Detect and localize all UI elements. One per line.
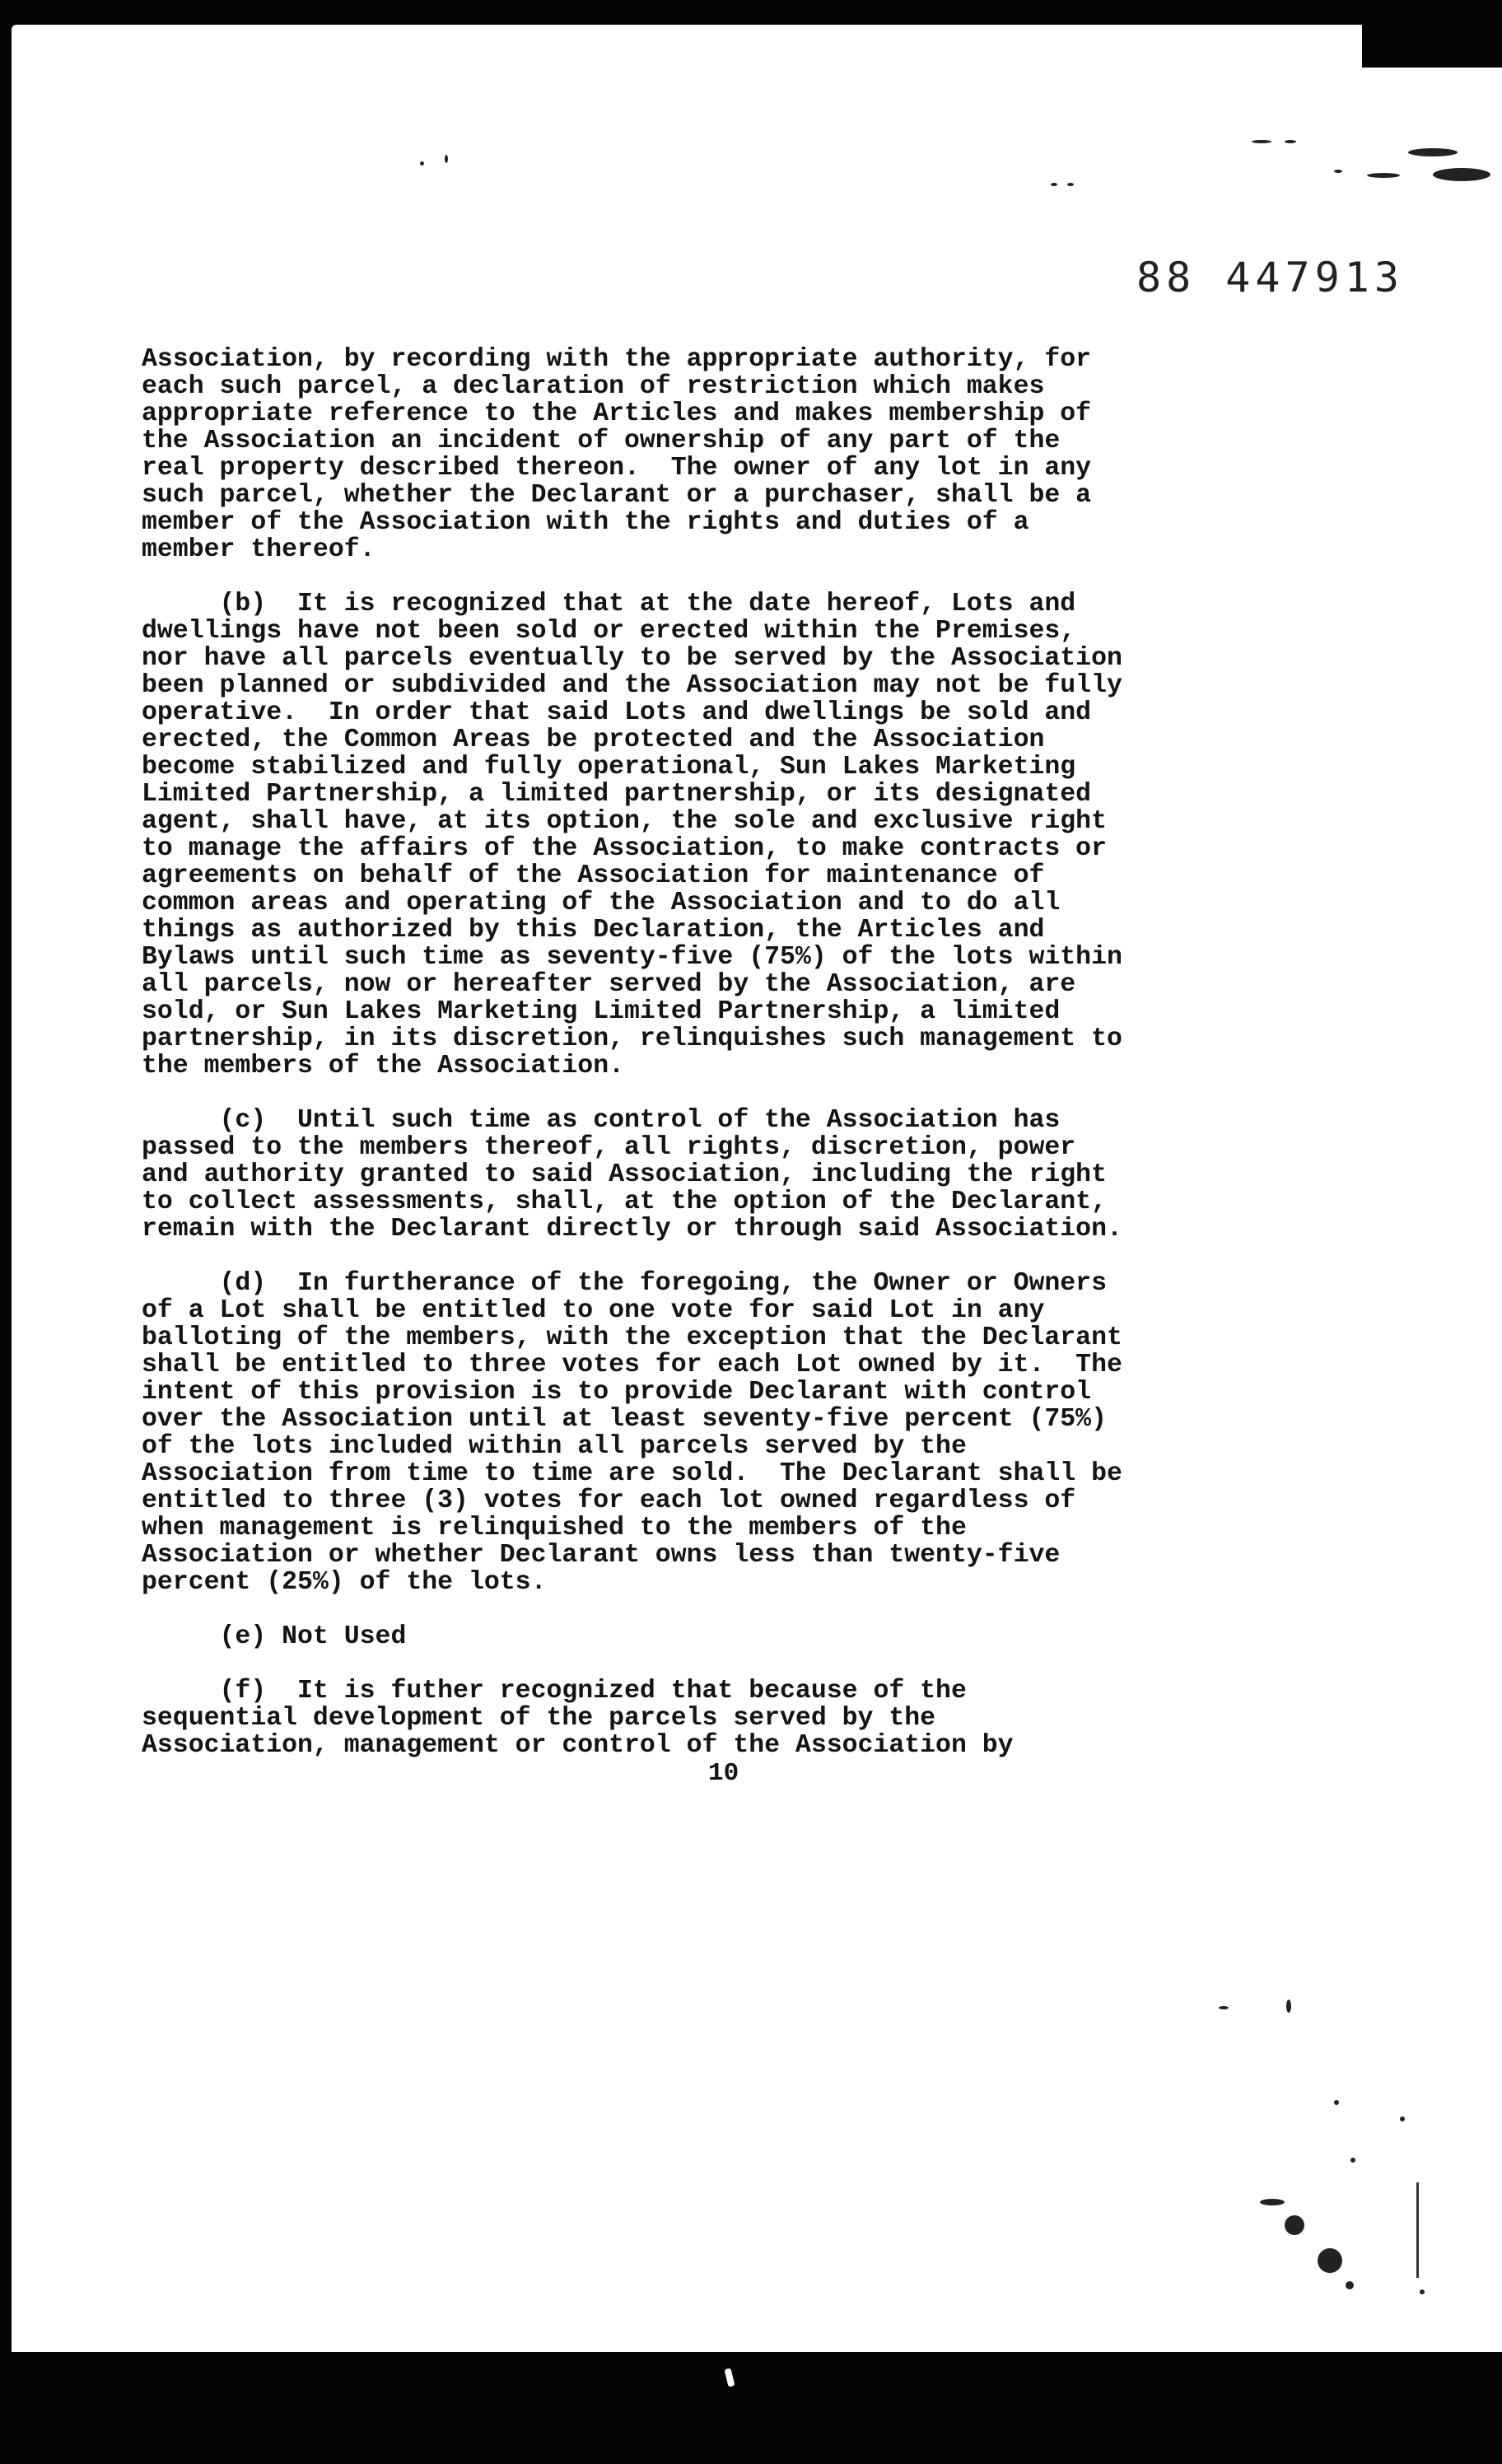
scan-speckle (1367, 173, 1400, 178)
scan-speckle (1334, 2100, 1339, 2105)
scan-page-edge (12, 25, 1362, 124)
page-number: 10 (708, 1759, 739, 1788)
scan-border-left (0, 0, 12, 2464)
scan-speckle (1400, 2116, 1405, 2121)
scan-speckle (1067, 183, 1074, 186)
scan-speckle (1350, 2158, 1355, 2163)
paragraph-c: (c) Until such time as control of the Association has passed to the members thereof, all rights, discretion, power and authority granted to said Association, including the right to collect assessments, shall, at the option of the Declarant, remain with the Declarant directly or through said Association. (142, 1106, 1122, 1244)
scan-speckle (1420, 2289, 1425, 2294)
scan-speckle (1318, 2248, 1342, 2273)
scan-border-bottom (0, 2352, 1502, 2464)
scan-speckle (1051, 183, 1057, 186)
document-body (142, 346, 1286, 1759)
paragraph-b: (b) It is recognized that at the date hereof, Lots and dwellings have not been sold or erected within the Premises, nor have all parcels eventually to be served by the Association been planned or subdivided and the Association may not be fully operative. In order that said Lots and dwellings be sold and erected, the Common Areas be protected and the Association become stabilized and fully operational, Sun Lakes Marketing Limited Partnership, a limited partnership, or its designated agent, shall have, at its option, the sole and exclusive right to manage the affairs of the Association, to make contracts or agreements on behalf of the Association for maintenance of common areas and operating of the Association and to do all things as authorized by this Declaration, the Articles and Bylaws until such time as seventy-five (75%) of the lots within all parcels, now or hereafter served by the Association, are sold, or Sun Lakes Marketing Limited Partnership, a limited partnership, in its discretion, relinquishes such management to the members of the Association. (142, 590, 1122, 1080)
scan-speckle (1433, 168, 1490, 181)
scan-speckle (1334, 170, 1342, 173)
scan-speckle (1408, 148, 1458, 156)
scan-speckle (1285, 2215, 1304, 2235)
paragraph-d: (d) In furtherance of the foregoing, the Owner or Owners of a Lot shall be entitled to one vote for said Lot in any balloting of the members, with the exception that the Declarant shall be entitled to three votes for each Lot owned by it. The intent of this provision is to provide Declarant with control over the Association until at least seventy-five percent (75%) of the lots included within all parcels served by the Association from time to time are sold. The Declarant shall be entitled to three (3) votes for each lot owned regardless of when management is relinquished to the members of the Association or whether Declarant owns less than twenty-five percent (25%) of the lots. (142, 1269, 1122, 1597)
scan-speckle (1260, 2199, 1285, 2205)
paragraph-f: (f) It is futher recognized that because of the sequential development of the parcels served by the Association, management or control of the Association by (142, 1677, 1014, 1760)
paragraph-e: (e) Not Used (142, 1622, 407, 1651)
paragraph-continuation: Association, by recording with the appropriate authority, for each such parcel, a declaration of restriction which makes appropriate reference to the Articles and makes membership of the Association an incident of ownership of any part of the real property described thereon. The owner of any lot in any such parcel, whether the Declarant or a purchaser, shall be a member of the Association with the rights and duties of a member thereof. (142, 345, 1092, 564)
scan-speckle (1252, 140, 1271, 143)
scan-speckle (1285, 140, 1296, 143)
scan-speckle (1346, 2281, 1354, 2289)
scan-speckle (445, 155, 448, 163)
scan-speckle (1219, 2006, 1229, 2009)
scan-speckle (1286, 2000, 1291, 2013)
document-number: 88 447913 (1136, 254, 1404, 301)
scan-speckle (420, 161, 424, 166)
scan-mark-line (1416, 2182, 1419, 2278)
